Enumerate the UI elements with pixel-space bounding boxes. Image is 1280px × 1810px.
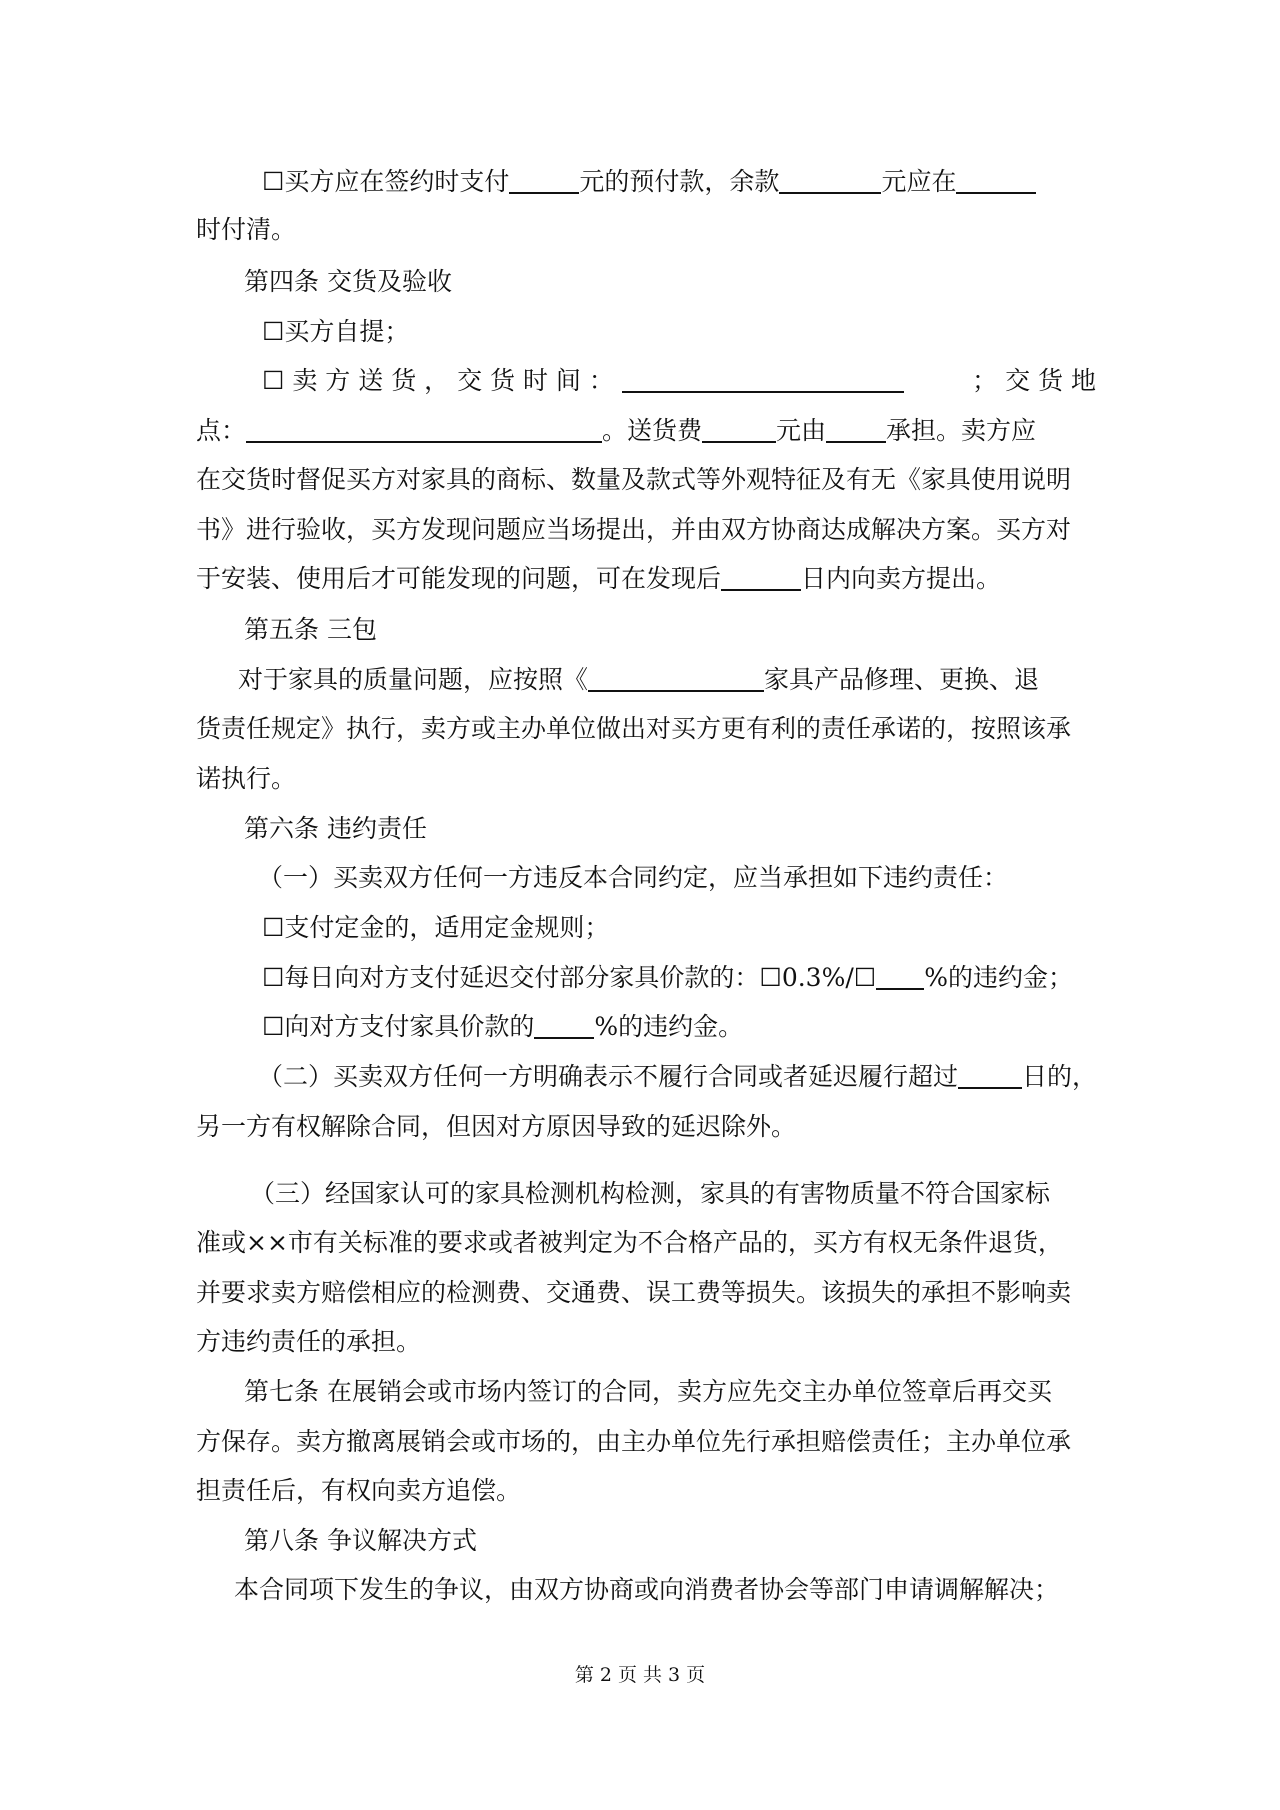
warranty-line-2: 货责任规定》执行，卖方或主办单位做出对买方更有利的责任承诺的，按照该承 [196, 714, 1072, 743]
payment-text-3: 元应在 [881, 167, 957, 196]
deposit-option: ☐支付定金的，适用定金规则； [262, 913, 610, 942]
warranty-regulation-blank [588, 664, 764, 692]
payment-text-1: ☐买方应在签约时支付 [262, 167, 510, 196]
self-pickup-option: ☐买方自提； [262, 317, 410, 346]
penalty-end: %的违约金。 [594, 1012, 744, 1041]
payment-time-blank [956, 166, 1036, 194]
breach-clause-3-line-2: 准或××市有关标准的要求或者被判定为不合格产品的，买方有权无条件退货， [196, 1228, 1063, 1257]
payment-clause [262, 165, 1162, 199]
breach-clause-2 [258, 1060, 1158, 1094]
place-label: 点： [196, 416, 247, 445]
page-number: 第 2 页 共 3 页 [574, 1664, 706, 1686]
delivery-time-label: ☐ 卖 方 送 货 ， 交 货 时 间 ： [262, 366, 614, 395]
penalty-text: ☐向对方支付家具价款的 [262, 1012, 535, 1041]
payment-text-2: 元的预付款，余款 [579, 167, 780, 196]
daily-penalty-blank [876, 962, 924, 990]
balance-blank [779, 166, 881, 194]
delivery-option [262, 364, 1096, 398]
breach-clause-1: （一）买卖双方任何一方违反本合同约定，应当承担如下违约责任： [258, 863, 1009, 892]
delivery-place-label: ； 交 货 地 [972, 366, 1096, 395]
prepayment-blank [509, 166, 579, 194]
inspection-line-2: 书》进行验收，买方发现问题应当场提出，并由双方协商达成解决方案。买方对 [196, 515, 1072, 544]
warranty-line-1 [238, 663, 1138, 697]
termination-text-end: 日的， [1022, 1062, 1098, 1091]
article-7-line-3: 担责任后，有权向卖方追偿。 [196, 1476, 522, 1505]
breach-clause-3-line-3: 并要求卖方赔偿相应的检测费、交通费、误工费等损失。该损失的承担不影响卖 [196, 1278, 1072, 1307]
payment-clause-end: 时付清。 [196, 215, 297, 244]
penalty-option [262, 1010, 1162, 1044]
article-5-title: 第五条 三包 [244, 615, 377, 644]
warranty-text-2: 家具产品修理、更换、退 [764, 665, 1040, 694]
warranty-line-3: 诺执行。 [196, 764, 297, 793]
delivery-place-blank [246, 415, 602, 443]
inspection-line-1: 在交货时督促买方对家具的商标、数量及款式等外观特征及有无《家具使用说明 [196, 465, 1072, 494]
article-8-title: 第八条 争议解决方式 [244, 1526, 477, 1555]
fee-party-blank [826, 415, 886, 443]
daily-penalty-text: ☐每日向对方支付延迟交付部分家具价款的：☐0.3%/☐ [262, 963, 877, 992]
daily-penalty-option [262, 961, 1162, 995]
article-8-line-1: 本合同项下发生的争议，由双方协商或向消费者协会等部门申请调解解决； [234, 1575, 1060, 1604]
breach-clause-3-line-1: （三）经国家认可的家具检测机构检测，家具的有害物质量不符合国家标 [250, 1179, 1051, 1208]
penalty-blank [534, 1011, 594, 1039]
daily-penalty-end: %的违约金； [924, 963, 1073, 992]
warranty-text-1: 对于家具的质量问题，应按照《 [238, 665, 589, 694]
article-7-line-2: 方保存。卖方撤离展销会或市场的，由主办单位先行承担赔偿责任；主办单位承 [196, 1427, 1072, 1456]
article-6-title: 第六条 违约责任 [244, 814, 427, 843]
breach-clause-3-line-4: 方违约责任的承担。 [196, 1327, 422, 1356]
inspection-line-3 [196, 562, 1096, 596]
breach-clause-2-line-2: 另一方有权解除合同，但因对方原因导致的延迟除外。 [196, 1112, 797, 1141]
inspection-text: 于安装、使用后才可能发现的问题，可在发现后 [196, 564, 722, 593]
delay-days-blank [958, 1061, 1022, 1089]
article-7-line-1: 第七条 在展销会或市场内签订的合同，卖方应先交主办单位签章后再交买 [244, 1377, 1052, 1406]
termination-text: （二）买卖双方任何一方明确表示不履行合同或者延迟履行超过 [258, 1062, 959, 1091]
delivery-time-blank [622, 365, 904, 393]
delivery-place-line [196, 414, 1096, 448]
delivery-fee-label: 。送货费 [602, 416, 703, 445]
fee-by-label: 元由 [776, 416, 827, 445]
days-blank [721, 563, 801, 591]
article-4-title: 第四条 交货及验收 [244, 267, 452, 296]
delivery-fee-blank [702, 415, 776, 443]
inspection-text-end: 日内向卖方提出。 [801, 564, 1002, 593]
inspection-text-start: 承担。卖方应 [886, 416, 1037, 445]
